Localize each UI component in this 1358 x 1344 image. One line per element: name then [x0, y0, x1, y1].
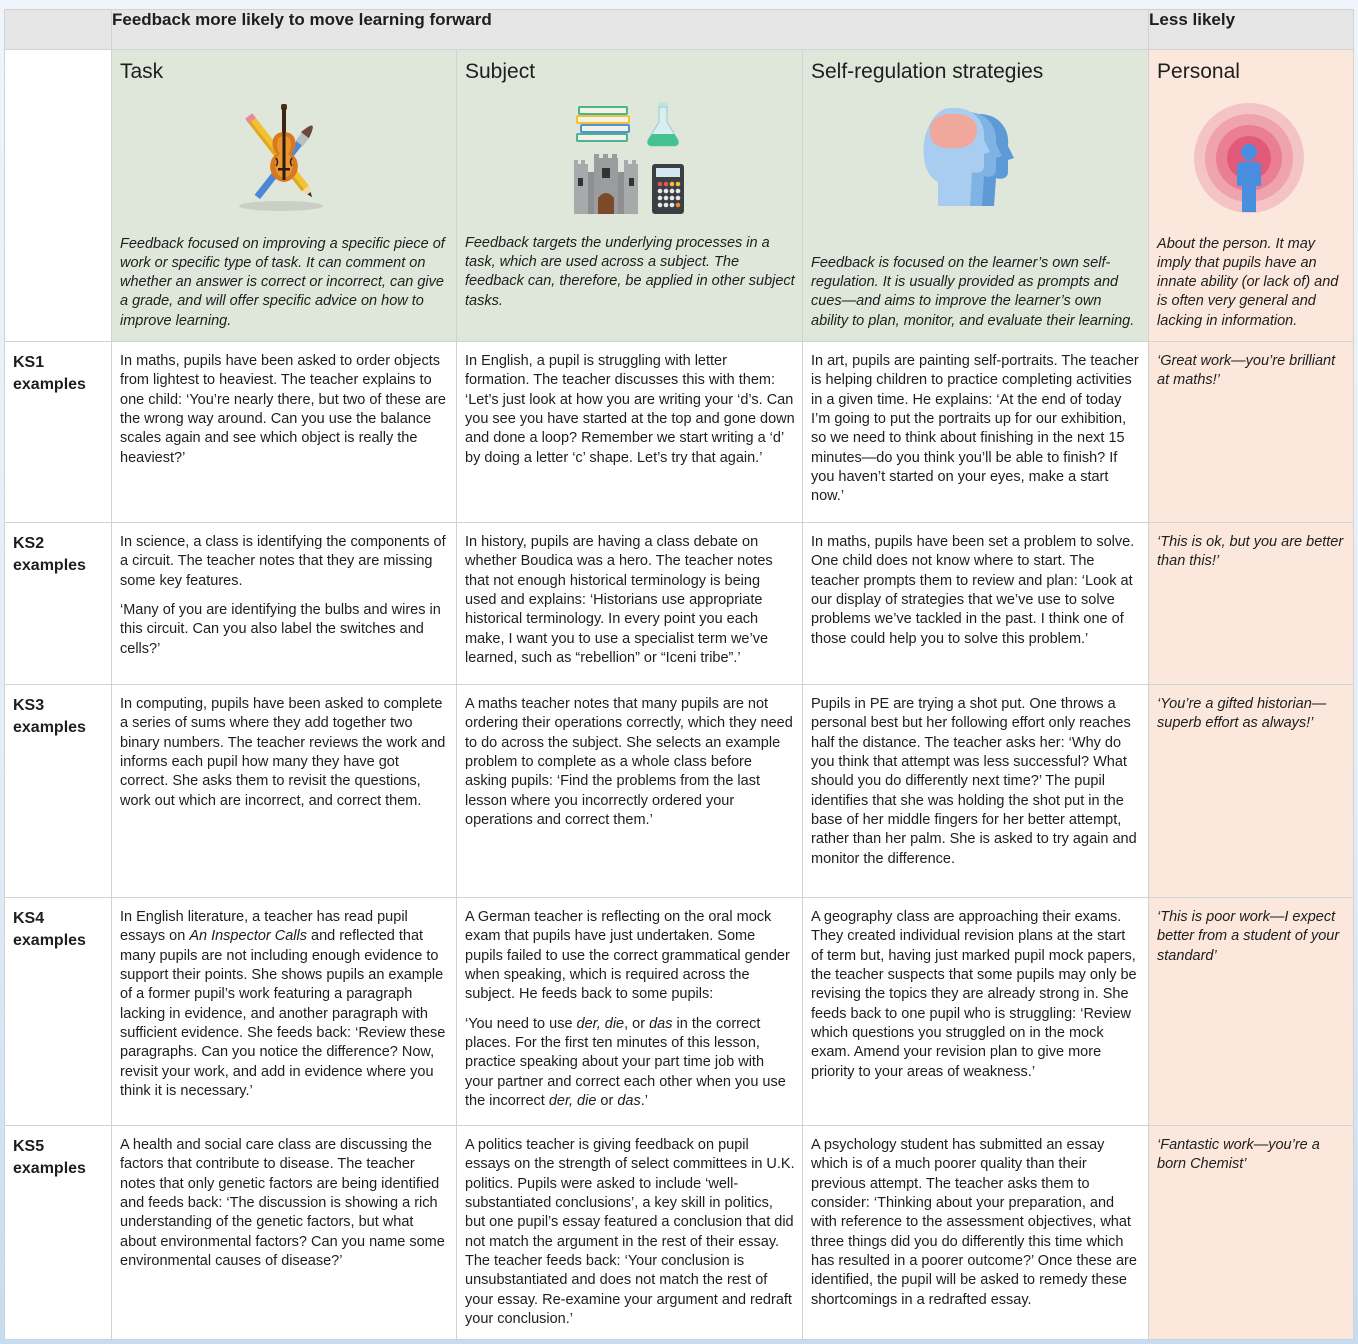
blank-cell [5, 50, 112, 342]
subject-example-cell [457, 898, 803, 1126]
example-text: In English literature, a teacher has read pupil essays on An Inspector Calls and reflected that many pupils are not including enough evidence to support their points. She shows pupils an example of a former pupil’s work featuring a paragraph lacking in evidence, and another paragraph with sufficient evidence. She feeds back: ‘Review these paragraphs. Can you notice the difference? Now, revisit your work, and add in evidence where you think it is necessary.’ [120, 909, 446, 1100]
personal-example-cell [1149, 342, 1354, 523]
category-description: Feedback focused on improving a specific piece of work or specific type of task. It can comment on whether an answer is correct or incorrect, can give a grade, and will offer specific advice on how to improve learning. [120, 235, 445, 329]
subject-example-cell [457, 1126, 803, 1340]
subject-example-cell [457, 523, 803, 685]
self-regulation-example-cell [803, 685, 1149, 898]
personal-quote: ‘This is ok, but you are better than this!’ [1157, 534, 1344, 570]
self-regulation-example-cell [803, 898, 1149, 1126]
personal-example-cell [1149, 1126, 1354, 1340]
task-example-cell [112, 342, 457, 523]
book-title: An Inspector Calls [189, 928, 307, 945]
personal-quote: ‘Fantastic work—you’re a born Chemist’ [1157, 1137, 1320, 1173]
personal-quote: ‘You’re a gifted historian—superb effort as always!’ [1157, 696, 1327, 732]
row-label-cell [5, 523, 112, 685]
example-text: In science, a class is identifying the components of a circuit. The teacher notes that they are missing some key features. [120, 534, 446, 589]
example-text: In history, pupils are having a class debate on whether Boudica was a hero. The teacher notes that not enough historical terminology is being used and explains: ‘Historians use appropriate historical terminology. In every point you each make, I want you to use a specialist term we’ve learned, such as “rebellion” or “Iceni tribe”.’ [465, 534, 773, 667]
category-self-regulation [803, 50, 1149, 342]
row-label-cell [5, 1126, 112, 1340]
row-label: KS2 examples [13, 535, 86, 574]
row-label-cell [5, 685, 112, 898]
example-text: A German teacher is reflecting on the oral mock exam that pupils have just undertaken. Some pupils failed to use the correct grammatical gender when speaking, which is required across the subject. He feeds back to some pupils: [465, 909, 790, 1003]
row-label: KS1 examples [13, 354, 86, 393]
table-row [5, 898, 1354, 1126]
personal-example-cell [1149, 898, 1354, 1126]
table-row [5, 523, 1354, 685]
self-regulation-example-cell [803, 342, 1149, 523]
example-text: A psychology student has submitted an essay which is of a much poorer quality than their previous attempt. The teacher asks them to consider: ‘Thinking about your preparation, and with reference to the assessment objectives, what three things did you do differently this time which has resulted in a poorer outcome?’ Once these are identified, the pupil will be asked to remedy these shortcomings in a redrafted essay. [811, 1137, 1137, 1308]
row-label-cell [5, 898, 112, 1126]
category-description: Feedback targets the underlying processes in a task, which are used across a subject. The feedback can, therefore, be applied in other subject tasks. [465, 234, 795, 309]
category-row [5, 50, 1354, 342]
example-text: In maths, pupils have been set a problem to solve. One child does not know where to start. The teacher prompts them to review and plan: ‘Look at our display of strategies that we’ve use to solve problems we’ve tackled in the past. I think one of those could help you to solve this problem.’ [811, 534, 1135, 647]
example-text: A health and social care class are discussing the factors that contribute to disease. The teacher notes that only genetic factors are being identified and feeds back: ‘The discussion is showing a rich understanding of the genetic factors, but what about environmental factors? Can you name some environmental causes of disease?’ [120, 1137, 445, 1270]
personal-example-cell [1149, 685, 1354, 898]
personal-quote: ‘This is poor work—I expect better from a student of your standard’ [1157, 909, 1340, 964]
category-description: Feedback is focused on the learner’s own self-regulation. It is usually provided as prompts and cues—and aims to improve the learner’s own ability to plan, monitor, and evaluate their learning. [811, 254, 1135, 329]
self-regulation-example-cell [803, 523, 1149, 685]
example-quote-text: ‘You need to use der, die, or das in the correct places. For the first ten minutes of this lesson, practice speaking about your part time job with your partner and correct each other when you use the incorrect der, die or das.’ [465, 1015, 786, 1110]
personal-example-cell [1149, 523, 1354, 685]
subject-example-cell [457, 342, 803, 523]
more-likely-header: Feedback more likely to move learning forward [112, 10, 1149, 50]
violin-paintbrush-pencil-icon [112, 102, 456, 222]
subject-example-cell [457, 685, 803, 898]
example-text: Pupils in PE are trying a shot put. One throws a personal best but her following effort only reaches half the distance. The teacher asks her: ‘Why do you think that attempt was less successful? What should you do differently next time?’ The pupil identifies that she was holding the shot put in the base of her middle fingers for her better attempt, rather than her palm. She is asked to try again and monitor the difference. [811, 696, 1137, 867]
category-title: Personal [1157, 60, 1240, 83]
example-text: A politics teacher is giving feedback on pupil essays on the strength of select committees in U.K. politics. Pupils were asked to include ‘well-substantiated conclusions’, a key skill in politics, but one pupil’s essay featured a conclusion that did not match the argument in the rest of their essay. The teacher feeds back: ‘Your conclusion is unsubstantiated and does not match the rest of your essay. Re-examine your argument and redraft your conclusion.’ [465, 1137, 795, 1328]
feedback-types-table [4, 9, 1354, 1340]
category-personal [1149, 50, 1354, 342]
less-likely-header: Less likely [1149, 10, 1354, 50]
row-label: KS5 examples [13, 1138, 86, 1177]
books-flask-castle-calculator-icon [457, 102, 802, 222]
row-label-cell [5, 342, 112, 523]
target-person-icon [1149, 102, 1353, 222]
example-text: A geography class are approaching their exams. They created individual revision plans at the start of term but, having just marked pupil mock papers, the teacher suspects that some pupils may only be revising the topics they are already strong in. She feeds back to one pupil who is struggling: ‘Review which questions you struggled on in the mock exam. Amend your revision plan to give more priority to your areas of weakness.’ [811, 909, 1137, 1080]
category-title: Task [120, 60, 164, 83]
task-example-cell [112, 523, 457, 685]
task-example-cell [112, 685, 457, 898]
category-task [112, 50, 457, 342]
task-example-cell [112, 898, 457, 1126]
category-subject [457, 50, 803, 342]
header-band-row [5, 10, 1354, 50]
example-text: In computing, pupils have been asked to complete a series of sums where they add together two binary numbers. The teacher reviews the work and informs each pupil how many they have got correct. She asks them to revisit the questions, work out which are incorrect, and correct them. [120, 696, 446, 809]
category-title: Self-regulation strategies [811, 60, 1044, 83]
table-row [5, 1126, 1354, 1340]
heads-brain-icon [803, 102, 1148, 222]
row-label: KS4 examples [13, 910, 86, 949]
example-text: A maths teacher notes that many pupils are not ordering their operations correctly, which they need to do across the subject. She selects an example problem to complete as a whole class before asking pupils: ‘Find the problems from the last lesson where you incorrectly ordered your operations and correct them.’ [465, 696, 793, 829]
category-title: Subject [465, 60, 536, 83]
example-quote-text: ‘Many of you are identifying the bulbs and wires in this circuit. Can you also label the switches and cells?’ [120, 602, 441, 657]
self-regulation-example-cell [803, 1126, 1149, 1340]
corner-cell [5, 10, 112, 50]
example-text: In maths, pupils have been asked to order objects from lightest to heaviest. The teacher explains to one child: ‘You’re nearly there, but two of these are the wrong way around. Can you use the balance scales again and see which object is really the heaviest?’ [120, 353, 446, 466]
table-row [5, 685, 1354, 898]
row-label: KS3 examples [13, 697, 86, 736]
table-row [5, 342, 1354, 523]
example-text: In art, pupils are painting self-portraits. The teacher is helping children to practice completing activities in a given time. He explains: ‘At the end of today I’m going to put the portraits up for our exhibition, so we need to think about finishing in the next 15 minutes—do you think you’ll be able to finish? If you haven’t started on your eyes, make a start now.’ [811, 353, 1139, 505]
personal-quote: ‘Great work—you’re brilliant at maths!’ [1157, 353, 1336, 389]
example-text: In English, a pupil is struggling with letter formation. The teacher discusses this with them: ‘Let’s just look at how you are writing your ‘d’s. Can you see you have started at the top and gone down and done a loop? Remember we start writing a ‘d’ by doing a letter ‘c’ shape. Let’s try that again.’ [465, 353, 795, 466]
category-description: About the person. It may imply that pupils have an innate ability (or lack of) and is often very general and lacking in information. [1157, 235, 1339, 329]
task-example-cell [112, 1126, 457, 1340]
